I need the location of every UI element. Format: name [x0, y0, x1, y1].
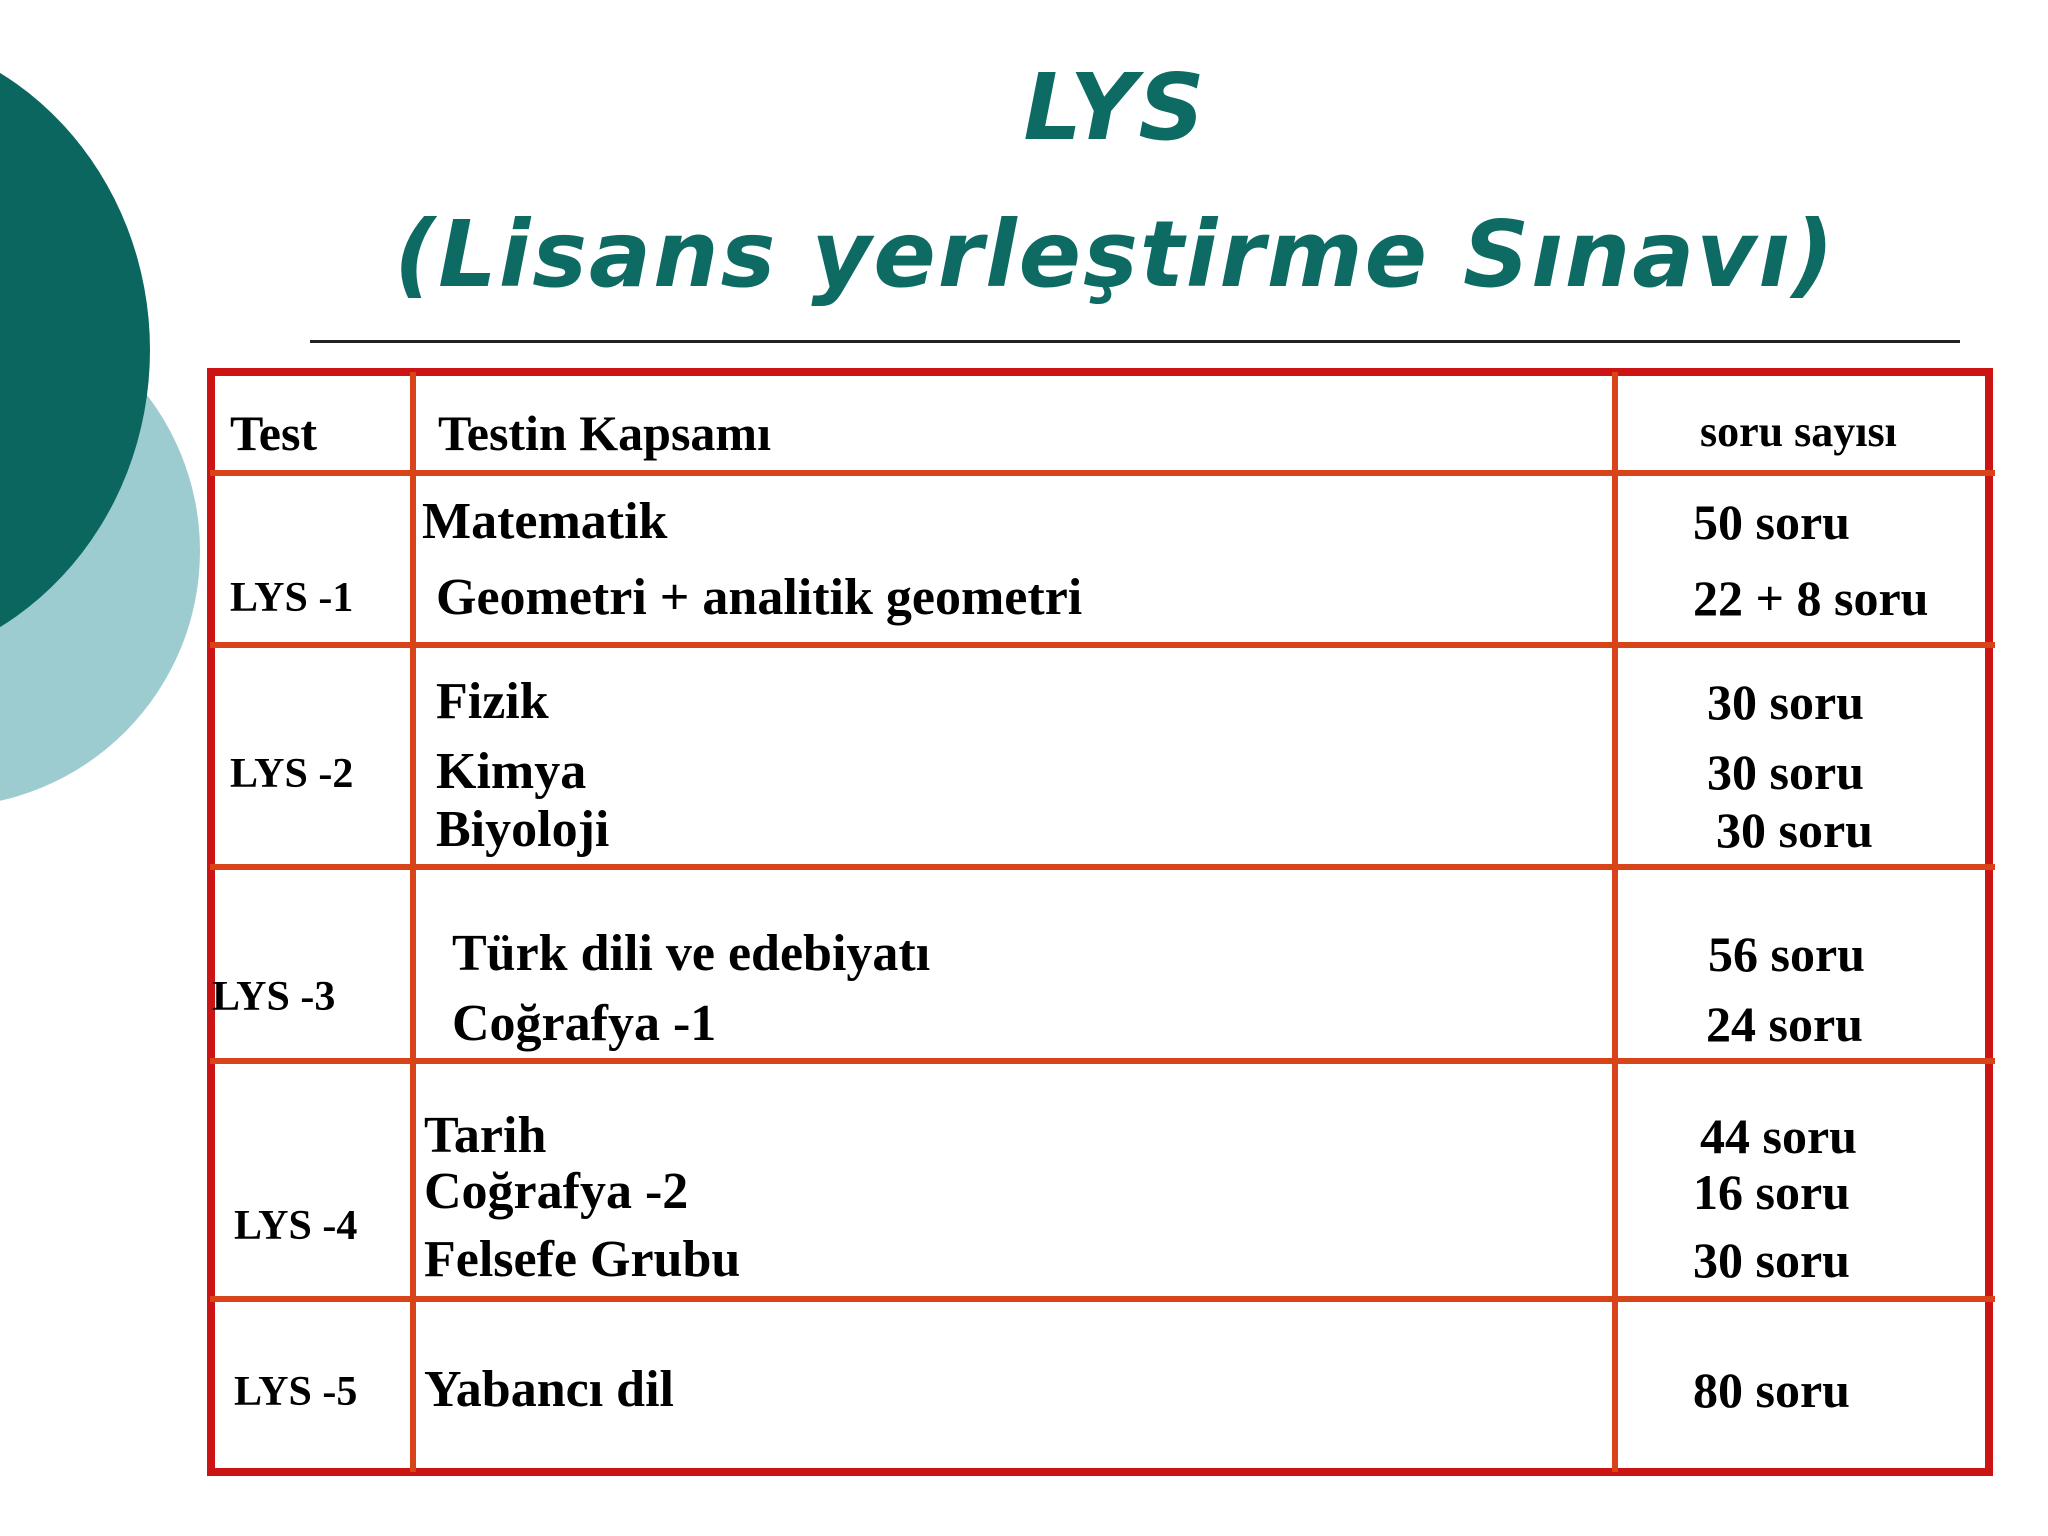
- row-count: 56 soru: [1708, 926, 1865, 982]
- row-subject: Fizik: [436, 673, 549, 730]
- row-count: 80 soru: [1693, 1362, 1850, 1418]
- row-subject: Türk dili ve edebiyatı: [452, 925, 931, 982]
- row-count: 30 soru: [1716, 802, 1873, 858]
- table-column-divider: [1612, 372, 1618, 1472]
- row-test-label: LYS -3: [212, 974, 336, 1020]
- row-subject: Felsefe Grubu: [424, 1231, 741, 1288]
- row-count: 30 soru: [1693, 1232, 1850, 1288]
- row-subject: Coğrafya -2: [424, 1163, 689, 1220]
- row-count: 30 soru: [1707, 674, 1864, 730]
- title-divider: [310, 340, 1960, 343]
- row-subject: Biyoloji: [436, 801, 610, 858]
- header-scope: Testin Kapsamı: [438, 405, 771, 461]
- row-count: 22 + 8 soru: [1693, 570, 1929, 626]
- row-count: 30 soru: [1707, 744, 1864, 800]
- header-count: soru sayısı: [1700, 407, 1897, 456]
- row-count: 16 soru: [1693, 1164, 1850, 1220]
- row-test-label: LYS -4: [234, 1203, 358, 1249]
- row-count: 50 soru: [1693, 494, 1850, 550]
- title-line-1: LYS: [1023, 54, 1207, 161]
- row-subject: Matematik: [422, 493, 668, 550]
- table-row-divider: [210, 470, 1995, 476]
- row-test-label: LYS -2: [230, 751, 354, 797]
- row-count: 24 soru: [1706, 996, 1863, 1052]
- row-test-label: LYS -1: [230, 575, 354, 621]
- row-subject: Coğrafya -1: [452, 995, 717, 1052]
- table-row-divider: [210, 1058, 1995, 1064]
- table-column-divider: [410, 372, 416, 1472]
- row-subject: Tarih: [424, 1107, 547, 1164]
- row-subject: Kimya: [436, 743, 587, 800]
- row-subject: Yabancı dil: [424, 1361, 674, 1418]
- row-subject: Geometri + analitik geometri: [436, 569, 1083, 626]
- row-test-label: LYS -5: [234, 1369, 358, 1415]
- table-row-divider: [210, 1296, 1995, 1302]
- header-test: Test: [230, 405, 318, 461]
- table-row-divider: [210, 642, 1995, 648]
- row-count: 44 soru: [1700, 1108, 1857, 1164]
- table-row-divider: [210, 864, 1995, 870]
- title-line-2: (Lisans yerleştirme Sınavı): [394, 201, 1836, 308]
